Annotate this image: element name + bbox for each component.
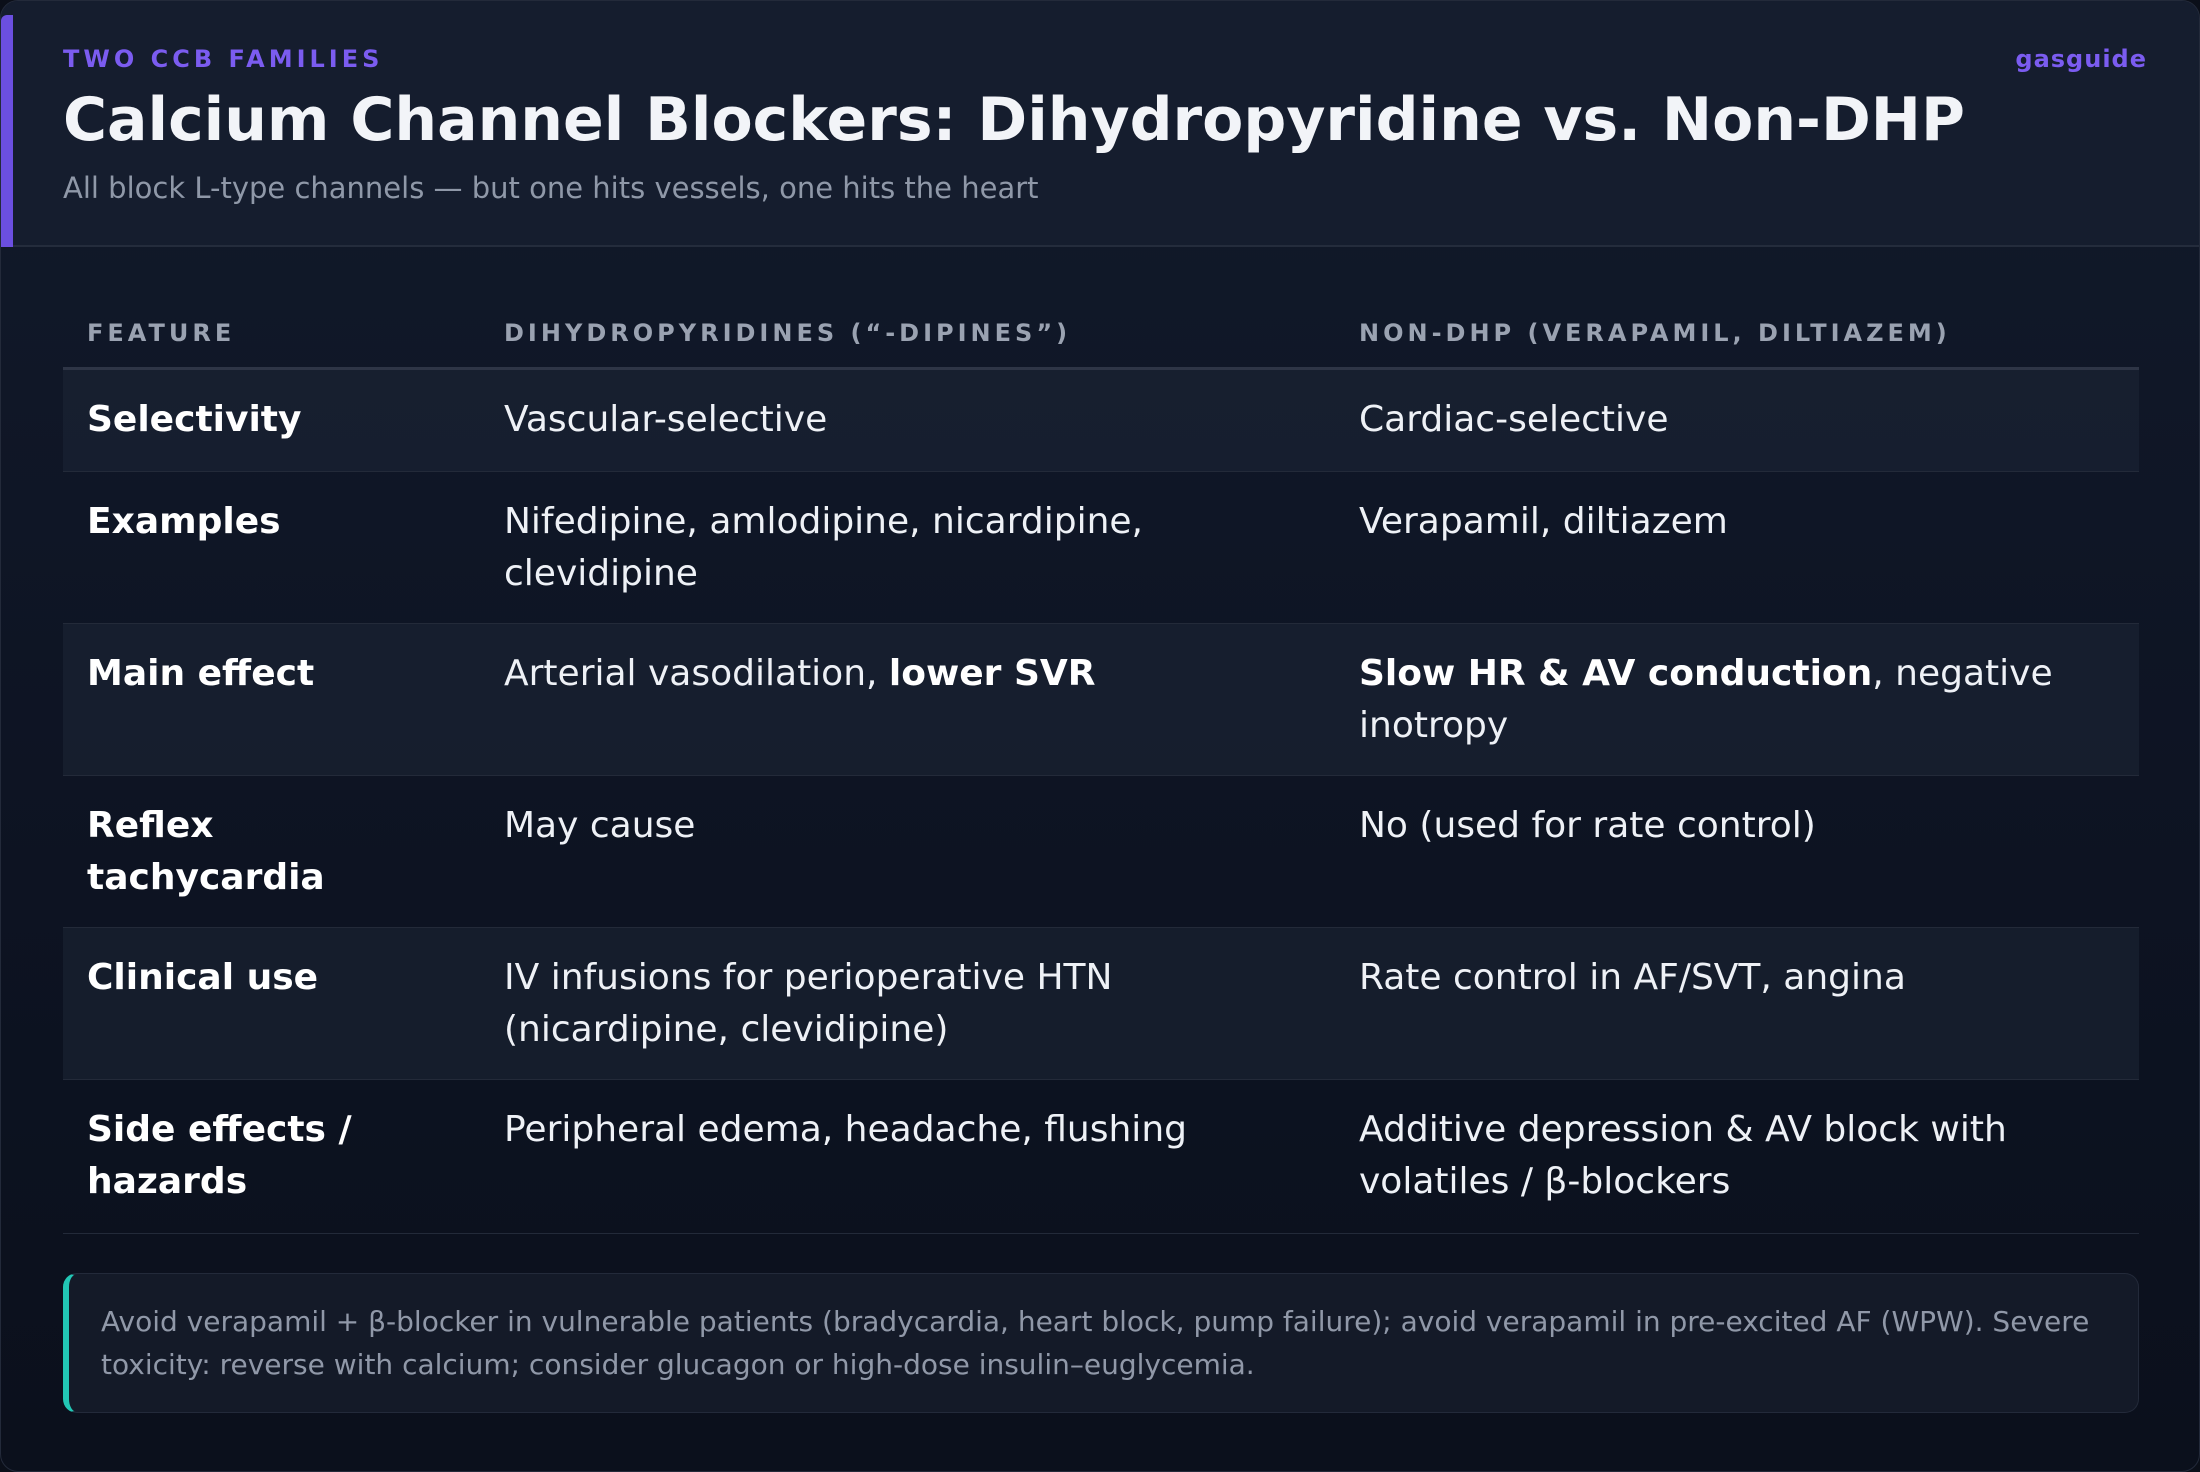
feature-cell: Side effects / hazards <box>87 1109 352 1202</box>
table-row <box>63 472 2139 624</box>
non-dhp-cell: Rate control in AF/SVT, angina <box>1359 957 1906 998</box>
table-row <box>63 370 2139 472</box>
feature-cell: Clinical use <box>87 957 319 998</box>
table-row <box>63 776 2139 928</box>
feature-cell: Main effect <box>87 653 315 694</box>
page-title: Calcium Channel Blockers: Dihydropyridine vs. Non-DHP <box>63 85 1965 155</box>
dhp-cell <box>504 648 1324 700</box>
non-dhp-cell: No (used for rate control) <box>1359 805 1816 846</box>
non-dhp-text: , negative inotropy <box>1359 653 2053 746</box>
non-dhp-cell: Verapamil, diltiazem <box>1359 501 1728 542</box>
dhp-cell: Peripheral edema, headache, flushing <box>504 1109 1187 1150</box>
dhp-cell: IV infusions for perioperative HTN (nicardipine, clevidipine) <box>504 957 1113 1050</box>
feature-cell: Selectivity <box>87 399 302 440</box>
brand-label: gasguide <box>2015 45 2147 73</box>
table-header-row <box>63 301 2139 370</box>
table-row <box>63 1080 2139 1234</box>
dhp-cell: Nifedipine, amlodipine, nicardipine, clevidipine <box>504 501 1143 594</box>
clinical-note: Avoid verapamil + β-blocker in vulnerable patients (bradycardia, heart block, pump failure); avoid verapamil in pre-excited AF (WPW). Severe toxicity: reverse with calcium; consider glucagon or high-dose insulin–euglycemia. <box>63 1273 2139 1413</box>
column-header-non-dhp: NON-DHP (VERAPAMIL, DILTIAZEM) <box>1359 319 1951 347</box>
column-header-dihydropyridines: DIHYDROPYRIDINES (“-DIPINES”) <box>504 319 1072 347</box>
dhp-text: Arterial vasodilation, <box>504 653 889 694</box>
feature-cell: Reflex tachycardia <box>87 805 325 898</box>
dhp-cell: Vascular-selective <box>504 399 828 440</box>
non-dhp-emphasis: Slow HR & AV conduction <box>1359 653 1873 694</box>
dhp-cell: May cause <box>504 805 696 846</box>
non-dhp-cell: Additive depression & AV block with volatiles / β-blockers <box>1359 1109 2007 1202</box>
accent-bar <box>1 15 13 247</box>
table-row <box>63 624 2139 776</box>
non-dhp-cell: Cardiac-selective <box>1359 399 1669 440</box>
page-subtitle: All block L-type channels — but one hits vessels, one hits the heart <box>63 171 1039 205</box>
dhp-emphasis: lower SVR <box>888 653 1096 694</box>
header <box>1 1 2200 247</box>
column-header-feature: FEATURE <box>87 319 236 347</box>
feature-cell: Examples <box>87 501 281 542</box>
non-dhp-cell <box>1359 648 2119 752</box>
table-row <box>63 928 2139 1080</box>
comparison-table <box>63 301 2139 1234</box>
eyebrow-label: TWO CCB FAMILIES <box>63 45 384 73</box>
